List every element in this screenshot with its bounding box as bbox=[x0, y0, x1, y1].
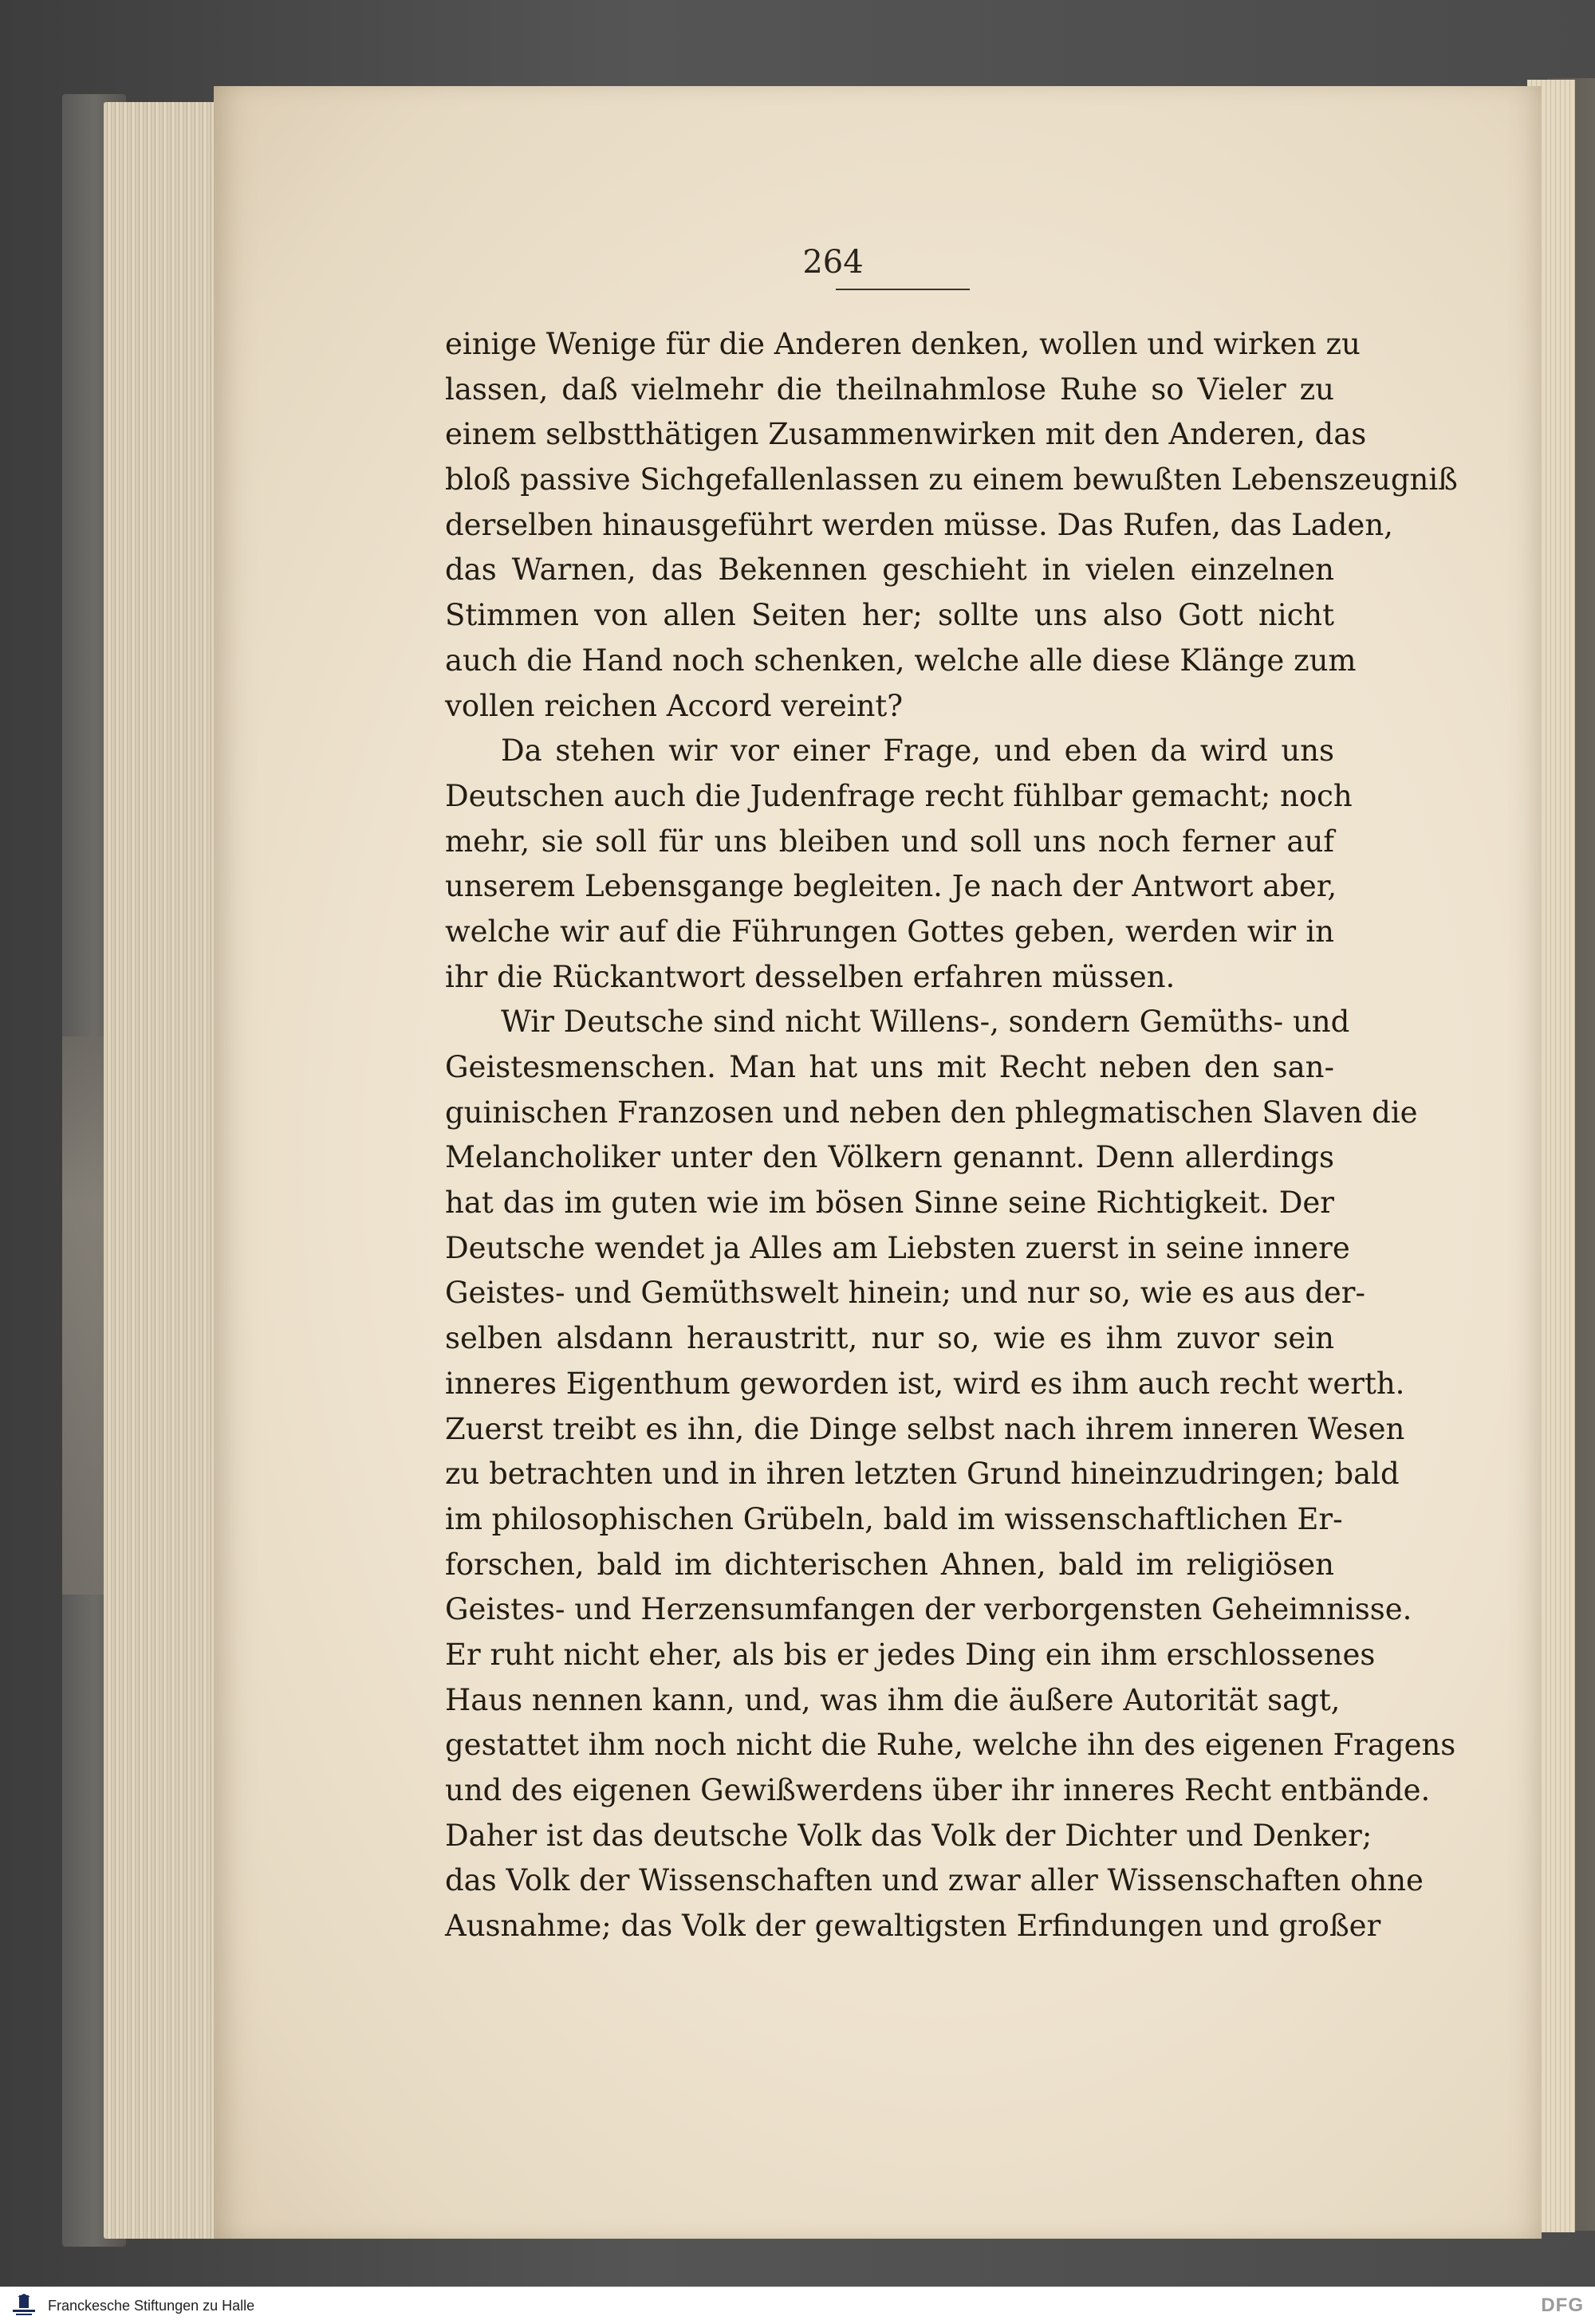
text-line: vollen reichen Accord vereint? bbox=[445, 688, 904, 723]
text-line: einige Wenige für die Anderen denken, wollen und wirken zu bbox=[445, 327, 1361, 361]
text-line: unserem Lebensgange begleiten. Je nach der Antwort aber, bbox=[445, 869, 1337, 904]
text-line: Da stehen wir vor einer Frage, und eben da wird uns bbox=[501, 733, 1334, 769]
text-line: Daher ist das deutsche Volk das Volk der Dichter und Denker; bbox=[445, 1818, 1372, 1853]
text-line: Stimmen von allen Seiten her; sollte uns also Gott nicht bbox=[445, 598, 1334, 633]
text-line: Deutschen auch die Judenfrage recht fühlbar gemacht; noch bbox=[445, 778, 1353, 813]
footer-bar bbox=[0, 2287, 1595, 2324]
page-edges-left bbox=[104, 102, 223, 2239]
text-line: guinischen Franzosen und neben den phlegmatischen Slaven die bbox=[445, 1095, 1418, 1130]
text-line: inneres Eigenthum geworden ist, wird es ihm auch recht werth. bbox=[445, 1366, 1405, 1401]
book-page bbox=[214, 86, 1542, 2239]
page-number-rule bbox=[836, 289, 970, 290]
text-line: welche wir auf die Führungen Gottes geben, werden wir in bbox=[445, 914, 1334, 949]
text-line: zu betrachten und in ihren letzten Grund hineinzudringen; bald bbox=[445, 1457, 1400, 1492]
text-line: Haus nennen kann, und, was ihm die äußere Autorität sagt, bbox=[445, 1682, 1341, 1717]
text-line: hat das im guten wie im bösen Sinne seine Richtigkeit. Der bbox=[445, 1186, 1334, 1221]
text-line: Er ruht nicht eher, als bis er jedes Ding ein ihm erschlossenes bbox=[445, 1637, 1376, 1672]
institution-logo-icon bbox=[8, 2294, 40, 2318]
text-line: mehr, sie soll für uns bleiben und soll uns noch ferner auf bbox=[445, 824, 1334, 859]
text-line: ihr die Rückantwort desselben erfahren müssen. bbox=[445, 959, 1176, 994]
text-line: Melancholiker unter den Völkern genannt. Denn allerdings bbox=[445, 1140, 1334, 1175]
dfg-logo: DFG bbox=[1541, 2295, 1584, 2316]
text-line: selben alsdann heraustritt, nur so, wie es ihm zuvor sein bbox=[445, 1321, 1334, 1356]
text-line: bloß passive Sichgefallenlassen zu einem bewußten Lebenszeugniß bbox=[445, 462, 1458, 497]
text-line: gestattet ihm noch nicht die Ruhe, welche ihn des eigenen Fragens bbox=[445, 1728, 1456, 1763]
text-line: das Volk der Wissenschaften und zwar aller Wissenschaften ohne bbox=[445, 1863, 1424, 1898]
text-line: derselben hinausgeführt werden müsse. Das Rufen, das Laden, bbox=[445, 507, 1393, 542]
text-line: lassen, daß vielmehr die theilnahmlose Ruhe so Vieler zu bbox=[445, 372, 1334, 407]
text-line: das Warnen, das Bekennen geschieht in vielen einzelnen bbox=[445, 552, 1334, 588]
text-line: Geistes- und Herzensumfangen der verborgensten Geheimnisse. bbox=[445, 1592, 1412, 1627]
text-line: im philosophischen Grübeln, bald im wissenschaftlichen Er- bbox=[445, 1501, 1343, 1536]
text-line: Geistes- und Gemüthswelt hinein; und nur so, wie es aus der- bbox=[445, 1276, 1365, 1311]
text-line: einem selbstthätigen Zusammenwirken mit den Anderen, das bbox=[445, 417, 1367, 452]
text-line: Zuerst treibt es ihn, die Dinge selbst nach ihrem inneren Wesen bbox=[445, 1411, 1405, 1446]
text-line: forschen, bald im dichterischen Ahnen, bald im religiösen bbox=[445, 1547, 1334, 1582]
text-line: Ausnahme; das Volk der gewaltigsten Erfindungen und großer bbox=[445, 1909, 1381, 1944]
text-line: und des eigenen Gewißwerdens über ihr inneres Recht entbände. bbox=[445, 1773, 1431, 1807]
page-text bbox=[445, 322, 1458, 1949]
page-number: 264 bbox=[802, 244, 864, 281]
text-line: Deutsche wendet ja Alles am Liebsten zuerst in seine innere bbox=[445, 1230, 1350, 1265]
institution-name: Franckesche Stiftungen zu Halle bbox=[48, 2298, 255, 2314]
text-line: auch die Hand noch schenken, welche alle diese Klänge zum bbox=[445, 643, 1357, 678]
text-line: Geistesmenschen. Man hat uns mit Recht neben den san- bbox=[445, 1050, 1334, 1084]
text-line: Wir Deutsche sind nicht Willens-, sondern Gemüths- und bbox=[501, 1005, 1350, 1040]
